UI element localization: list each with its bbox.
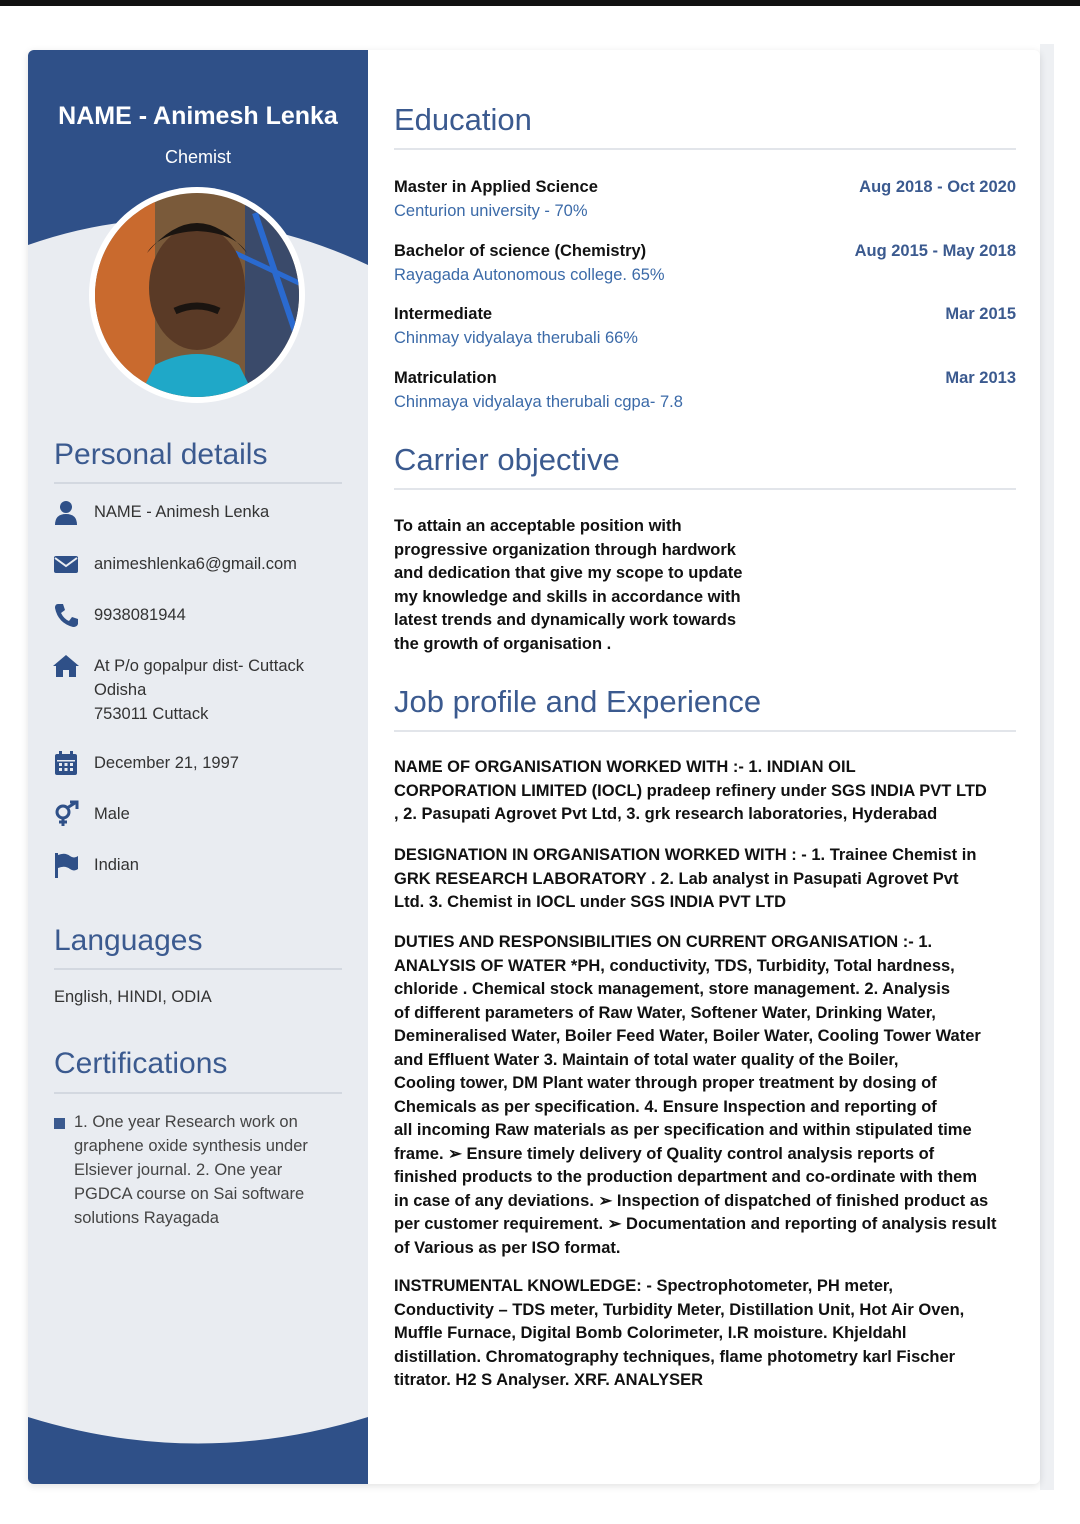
divider <box>54 482 342 484</box>
text-line: , 2. Pasupati Agrovet Pvt Ltd, 3. grk research laboratories, Hyderabad <box>394 805 938 823</box>
personal-name: NAME - Animesh Lenka <box>94 503 270 521</box>
page-edge <box>1040 44 1054 1490</box>
education-institution: Centurion university - 70% <box>394 202 588 220</box>
user-icon <box>52 498 80 526</box>
education-date: Mar 2013 <box>945 369 1016 387</box>
text-line: titrator. H2 S Analyser. XRF. ANALYSER <box>394 1371 704 1389</box>
education-degree: Bachelor of science (Chemistry) <box>394 242 647 260</box>
text-line: the growth of organisation . <box>394 634 612 653</box>
languages-heading: Languages <box>54 924 203 957</box>
education-heading: Education <box>394 102 532 137</box>
education-date: Aug 2015 - May 2018 <box>854 242 1016 260</box>
education-institution: Chinmaya vidyalaya therubali cgpa- 7.8 <box>394 393 683 411</box>
flag-icon <box>52 851 80 879</box>
objective-text <box>394 515 742 656</box>
text-line: per customer requirement. ➢ Documentation and reporting of analysis result <box>394 1215 997 1233</box>
text-line: DESIGNATION IN ORGANISATION WORKED WITH : - 1. Trainee Chemist in <box>394 846 977 864</box>
divider <box>394 730 1016 732</box>
divider <box>54 968 342 970</box>
text-line: and dedication that give my scope to update <box>394 564 743 582</box>
phone-icon <box>52 601 80 629</box>
top-bar <box>0 0 1080 6</box>
text-line: Demineralised Water, Boiler Feed Water, Boiler Water, Cooling Tower Water <box>394 1027 981 1045</box>
personal-details-heading: Personal details <box>54 438 268 471</box>
text-line: of Various as per ISO format. <box>394 1238 621 1257</box>
text-line: frame. ➢ Ensure timely delivery of Quality control analysis reports of <box>394 1144 935 1163</box>
text-line: DUTIES AND RESPONSIBILITIES ON CURRENT ORGANISATION :- 1. <box>394 933 933 951</box>
education-institution: Chinmay vidyalaya therubali 66% <box>394 329 638 347</box>
education-degree: Master in Applied Science <box>394 178 598 196</box>
job-instrumental-knowledge <box>394 1275 964 1393</box>
personal-phone[interactable]: 9938081944 <box>94 606 186 624</box>
education-date: Mar 2015 <box>945 305 1016 323</box>
text-line: CORPORATION LIMITED (IOCL) pradeep refinery under SGS INDIA PVT LTD <box>394 781 987 800</box>
job-heading: Job profile and Experience <box>394 684 762 719</box>
text-line: progressive organization through hardwork <box>394 540 736 559</box>
job-organisations <box>394 756 987 827</box>
personal-dob: December 21, 1997 <box>94 754 239 772</box>
education-date: Aug 2018 - Oct 2020 <box>859 178 1016 196</box>
address-line: At P/o gopalpur dist- Cuttack <box>94 657 305 675</box>
text-line: latest trends and dynamically work towards <box>394 611 737 629</box>
text-line: and Effluent Water 3. Maintain of total water quality of the Boiler, <box>394 1050 899 1069</box>
avatar-photo <box>95 193 299 397</box>
text-line: finished products to the production department and co-ordinate with them <box>394 1168 978 1186</box>
avatar <box>89 187 305 403</box>
header-name: NAME - Animesh Lenka <box>58 102 338 130</box>
header-role: Chemist <box>164 147 231 167</box>
divider <box>394 148 1016 150</box>
job-duties <box>394 931 996 1260</box>
certifications-heading: Certifications <box>54 1047 228 1080</box>
bullet-square-icon <box>54 1118 65 1129</box>
home-icon <box>52 652 80 680</box>
text-line: my knowledge and skills in accordance with <box>394 587 741 606</box>
sidebar <box>28 50 368 1484</box>
text-line: INSTRUMENTAL KNOWLEDGE: - Spectrophotometer, PH meter, <box>394 1277 894 1295</box>
text-line: in case of any deviations. ➢ Inspection of dispatched of finished product as <box>394 1191 989 1210</box>
languages-text: English, HINDI, ODIA <box>54 988 212 1006</box>
education-institution: Rayagada Autonomous college. 65% <box>394 266 665 284</box>
divider <box>394 488 1016 490</box>
text-line: distillation. Chromatography techniques, flame photometry karl Fischer <box>394 1347 956 1366</box>
text-line: chloride . Chemical stock management, store management. 2. Analysis <box>394 980 950 998</box>
education-degree: Intermediate <box>394 305 493 323</box>
text-line: Conductivity – TDS meter, Turbidity Meter, Distillation Unit, Hot Air Oven, <box>394 1300 965 1319</box>
text-line: NAME OF ORGANISATION WORKED WITH :- 1. INDIAN OIL <box>394 758 856 776</box>
text-line: Chemicals as per specification. 4. Ensure Inspection and reporting of <box>394 1097 937 1116</box>
text-line: all incoming Raw materials as per specification and within stipulated time <box>394 1121 972 1139</box>
address-line: Odisha <box>94 681 147 699</box>
job-designation <box>394 844 976 915</box>
calendar-icon <box>52 749 80 777</box>
personal-nationality: Indian <box>94 856 139 874</box>
personal-gender: Male <box>94 805 130 823</box>
education-degree: Matriculation <box>394 369 497 387</box>
text-line: Cooling tower, DM Plant water through proper treatment by dosing of <box>394 1074 937 1092</box>
objective-heading: Carrier objective <box>394 442 620 477</box>
envelope-icon <box>52 550 80 578</box>
personal-address <box>94 654 354 726</box>
text-line: Ltd. 3. Chemist in IOCL under SGS INDIA PVT LTD <box>394 893 787 911</box>
address-line: 753011 Cuttack <box>94 705 209 723</box>
text-line: ANALYSIS OF WATER *PH, conductivity, TDS, Turbidity, Total hardness, <box>394 956 955 975</box>
text-line: of different parameters of Raw Water, Softener Water, Drinking Water, <box>394 1003 936 1022</box>
personal-email[interactable]: animeshlenka6@gmail.com <box>94 555 297 573</box>
divider <box>54 1092 342 1094</box>
text-line: GRK RESEARCH LABORATORY . 2. Lab analyst in Pasupati Agrovet Pvt <box>394 869 959 888</box>
gender-icon <box>52 800 80 828</box>
resume-page <box>28 50 1040 1484</box>
text-line: To attain an acceptable position with <box>394 517 682 535</box>
certification-text: 1. One year Research work on graphene oxide synthesis under Elsiever journal. 2. One year PGDCA course on Sai software solutions Rayagada <box>74 1113 308 1227</box>
text-line: Muffle Furnace, Digital Bomb Colorimeter, I.R moisture. Khjeldahl <box>394 1324 907 1342</box>
